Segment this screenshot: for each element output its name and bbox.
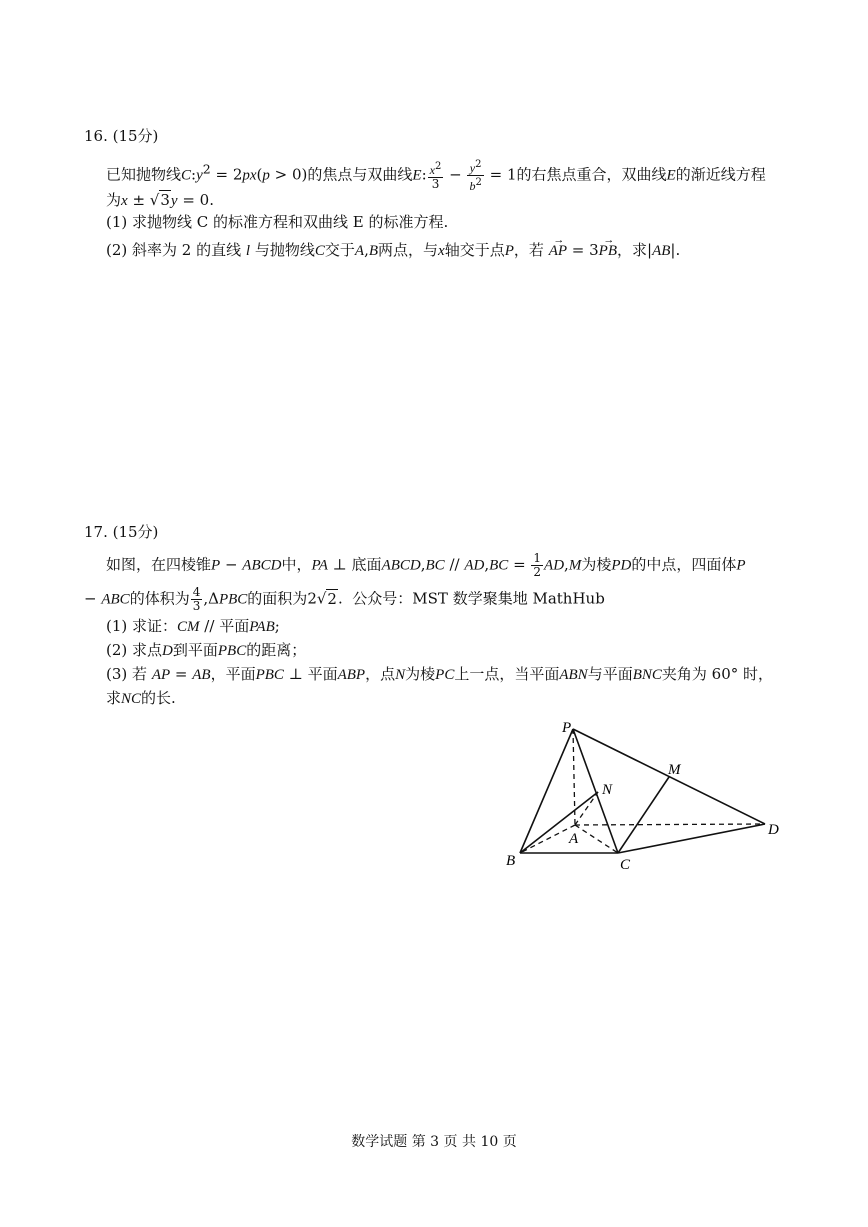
label-M: M [668, 762, 681, 778]
q17-part3-cont: 求NC的长. [106, 689, 176, 707]
label-D: D [768, 822, 779, 838]
page-footer: 数学试题 第 3 页 共 10 页 [351, 1134, 517, 1150]
q17-part2: (2) 求点D到平面PBC的距离； [106, 641, 307, 659]
q17-part1: (1) 求证：CM // 平面PAB; [106, 617, 280, 635]
q16-line1: 已知抛物线$C:y^2 = 2px(p > 0)$的焦点与双曲线E: $\frac{x^2}{3}$ − $\frac{y^2}{b^2}$ = 1的右焦点重合，双曲线E的渐近线方程 [106, 159, 766, 193]
q16-part2: (2) 斜率为 2 的直线 l 与抛物线C交于A,B两点，与x轴交于点P，若 → AP = 3→ PB，求|AB|. [106, 240, 680, 261]
q17-line2: − ABC的体积为 $\frac{4}{3}$ ,ΔPBC的面积为2√2. 公众号：MST 数学聚集地 MathHub [84, 585, 605, 613]
label-B: B [506, 853, 516, 869]
q17-header: 17. (15分) [84, 523, 159, 541]
edge-PB [520, 729, 573, 853]
label-A: A [569, 831, 579, 847]
label-C: C [620, 857, 631, 873]
q16-header: 16. (15分) [84, 127, 159, 145]
q17-line1: 如图，在四棱锥P − ABCD中，PA ⊥ 底面ABCD,BC // AD,BC = $\frac{1}{2}$ AD,M为棱PD的中点，四面体P [106, 551, 746, 579]
q17-part3: (3) 若 AP = AB，平面PBC ⊥ 平面ABP，点N为棱PC上一点，当平面ABN与平面BNC夹角为 60° 时， [106, 665, 774, 683]
edge-AB-hidden [520, 825, 575, 853]
label-P: P [562, 720, 572, 736]
segment-AN-hidden [575, 792, 598, 825]
segment-BN [520, 792, 598, 853]
label-N: N [602, 782, 613, 798]
edge-CD [618, 824, 765, 853]
q16-part1: (1) 求抛物线 C 的标准方程和双曲线 E 的标准方程. [106, 213, 449, 231]
q16-line2: 为x ± √3y = 0. [106, 191, 214, 209]
segment-CM [618, 777, 669, 853]
edge-AD-hidden [575, 824, 765, 825]
edge-AC-hidden [575, 825, 618, 853]
